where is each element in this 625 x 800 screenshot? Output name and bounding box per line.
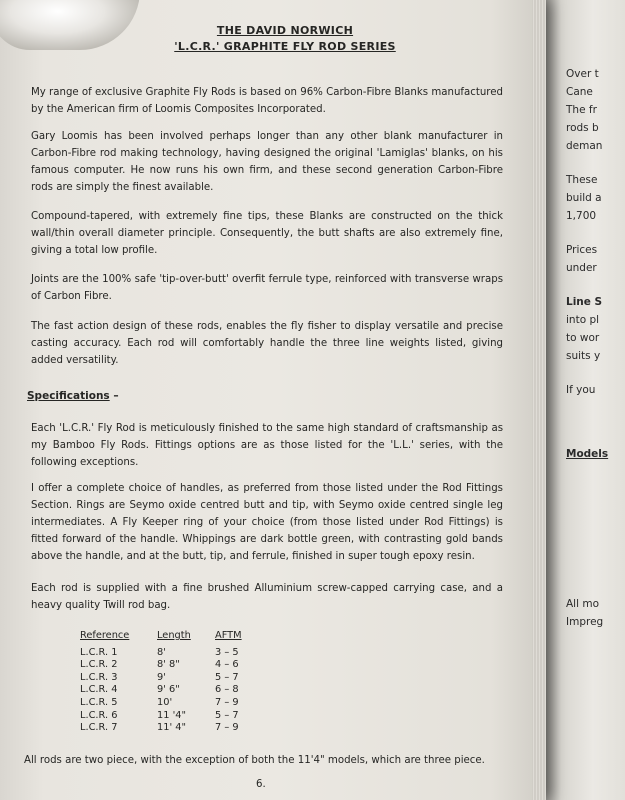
cell-reference: L.C.R. 2 [80,659,118,671]
header-aftm: AFTM [215,630,242,641]
cell-aftm: 4 – 6 [215,659,239,671]
action-paragraph: The fast action design of these rods, enables the fly fisher to display versatile and precise casting accuracy. Each rod will comfortably handle the three line weights listed, giving added versatility. [31,321,503,366]
facing-page-line: If you [566,384,596,396]
facing-page-line: suits y [566,350,601,362]
table-row [80,684,255,697]
facing-page-line: into pl [566,314,600,326]
page-title-line2: 'L.C.R.' GRAPHITE FLY ROD SERIES [174,40,396,53]
loomis-paragraph: Gary Loomis has been involved perhaps longer than any other blank manufacturer in Carbon-Fibre rod making technology, having designed the original 'Lamiglas' blanks, on his famous computer. He now runs his own firm, and these second generation Carbon-Fibre rods are simply the finest available. [31,131,503,193]
cell-aftm: 5 – 7 [215,709,239,721]
table-row [80,672,255,685]
header-reference: Reference [80,630,130,641]
table-row [80,710,255,723]
facing-page-line: Models [566,448,609,460]
facing-page-line: deman [566,140,603,152]
joints-paragraph: Joints are the 100% safe 'tip-over-butt' overfit ferrule type, reinforced with transverse wraps of Carbon Fibre. [31,274,503,302]
cell-length: 11' 4" [157,722,187,734]
facing-page-line: to wor [566,332,600,344]
table-row [80,722,255,735]
blanks-paragraph: Compound-tapered, with extremely fine tips, these Blanks are constructed on the thick wall/thin overall diameter principle. Consequently, the butt shafts are also extremely fine, giving a total low profile. [31,211,503,256]
rod-specs-table [80,630,255,735]
facing-page-line: Over t [566,68,599,80]
facing-page [545,0,625,800]
cell-reference: L.C.R. 6 [80,709,118,721]
facing-page-line: All mo [566,598,600,610]
table-row [80,659,255,672]
finish-paragraph: Each 'L.C.R.' Fly Rod is meticulously finished to the same high standard of craftsmanship as my Bamboo Fly Rods. Fittings options are as those listed for the 'L.L.' series, with the following exceptions. [31,423,503,468]
facing-page-line: under [566,262,597,274]
intro-paragraph: My range of exclusive Graphite Fly Rods is based on 96% Carbon-Fibre Blanks manufactured by the American firm of Loomis Composites Incorporated. [31,87,503,115]
facing-page-line: Impreg [566,616,604,628]
case-paragraph: Each rod is supplied with a fine brushed Alluminium screw-capped carrying case, and a heavy quality Twill rod bag. [31,583,503,611]
facing-page-line: Cane [566,86,593,98]
facing-page-line: Line S [566,296,603,308]
cell-aftm: 7 – 9 [215,696,239,708]
specifications-heading [27,388,119,405]
cell-reference: L.C.R. 5 [80,696,118,708]
cell-aftm: 6 – 8 [215,684,239,696]
facing-page-line: build a [566,192,602,204]
table-row [80,697,255,710]
cell-length: 8' 8" [157,659,180,671]
facing-page-line: rods b [566,122,599,134]
facing-page-line: These [566,174,598,186]
facing-page-line: The fr [566,104,597,116]
cell-reference: L.C.R. 1 [80,646,118,658]
cell-reference: L.C.R. 3 [80,671,118,683]
footer-note: All rods are two piece, with the exception of both the 11'4" models, which are three piece. [24,755,485,766]
table-header-row [80,630,255,647]
cell-length: 8' [157,646,166,658]
page-title-line1: THE DAVID NORWICH [216,24,354,37]
fittings-paragraph: I offer a complete choice of handles, as preferred from those listed under the Rod Fittings Section. Rings are Seymo oxide centred butt and tip, with Seymo oxide centred single leg intermediates. A Fly Keeper ring of your choice (from those listed under Rod Fittings) is fitted forward of the handle. Whippings are dark bottle green, with contrasting gold bands above the handle, and at the butt, tip, and ferrule, finished in super tough epoxy resin. [31,483,503,562]
cell-length: 9' [157,671,166,683]
cell-aftm: 7 – 9 [215,722,239,734]
cell-length: 9' 6" [157,684,180,696]
specifications-heading-dash: – [109,390,119,402]
facing-page-line: Prices [566,244,598,256]
table-row [80,647,255,660]
specifications-heading-text: Specifications [27,390,110,402]
cell-length: 10' [157,696,173,708]
cell-aftm: 3 – 5 [215,646,239,658]
page-number: 6. [256,779,266,790]
cell-aftm: 5 – 7 [215,671,239,683]
facing-page-line: 1,700 [566,210,597,222]
cell-reference: L.C.R. 7 [80,722,118,734]
header-length: Length [157,630,191,641]
cell-reference: L.C.R. 4 [80,684,118,696]
cell-length: 11 '4" [157,709,187,721]
